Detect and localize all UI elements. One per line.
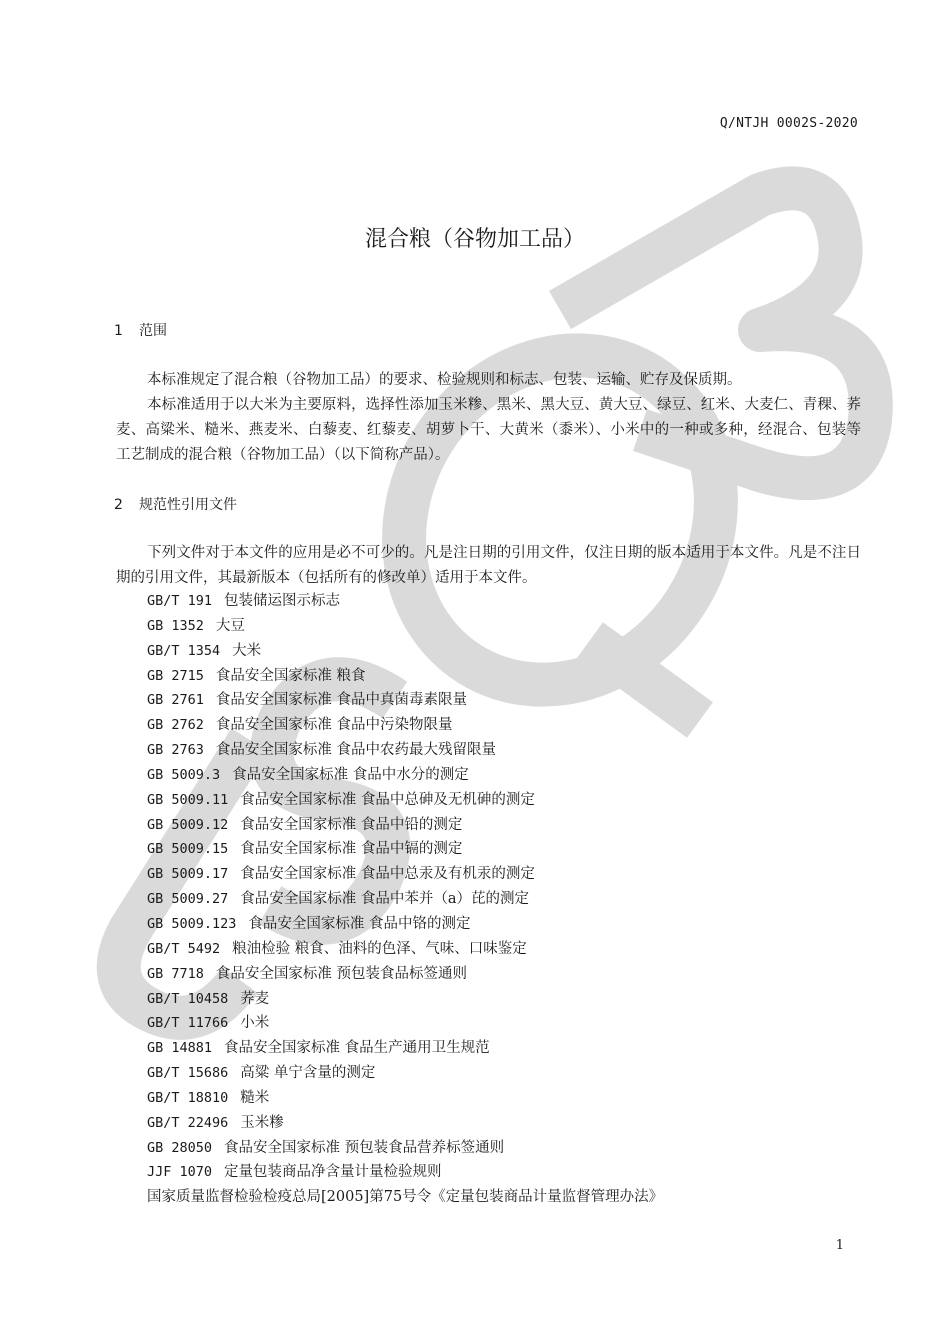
section-2-heading <box>114 494 237 514</box>
section-number: 1 <box>114 323 123 339</box>
reference-item: GB/T 18810 糙米 <box>147 1089 270 1106</box>
reference-item: GB 5009.3 食品安全国家标准 食品中水分的测定 <box>147 766 469 783</box>
scope-paragraph-2: 本标准适用于以大米为主要原料，选择性添加玉米糁、黑米、黑大豆、黄大豆、绿豆、红米、大麦仁、青稞、荞麦、高粱米、糙米、燕麦米、白藜麦、红藜麦、胡萝卜干、大黄米（黍米）、小米中的一种或多种，经混合、包装等工艺制成的混合粮（谷物加工品）（以下简称产品）。 <box>116 397 861 463</box>
reference-item: GB/T 11766 小米 <box>147 1015 270 1032</box>
reference-item: GB/T 5492 粮油检验 粮食、油料的色泽、气味、口味鉴定 <box>147 940 527 957</box>
reference-item: GB 5009.15 食品安全国家标准 食品中镉的测定 <box>147 841 463 858</box>
reference-item: GB/T 1354 大米 <box>147 642 262 659</box>
reference-item: GB/T 191 包装储运图示标志 <box>147 593 341 609</box>
reference-item: GB 5009.17 食品安全国家标准 食品中总汞及有机汞的测定 <box>147 866 535 883</box>
references-intro-paragraph: 下列文件对于本文件的应用是必不可少的。凡是注日期的引用文件，仅注日期的版本适用于本文件。凡是不注日期的引用文件，其最新版本（包括所有的修改单）适用于本文件。 <box>116 545 861 586</box>
reference-item: GB 5009.27 食品安全国家标准 食品中苯并（a）芘的测定 <box>147 891 530 908</box>
reference-item: GB 14881 食品安全国家标准 食品生产通用卫生规范 <box>147 1040 490 1057</box>
section-1-heading <box>114 320 167 340</box>
reference-item: GB/T 15686 高粱 单宁含量的测定 <box>147 1065 376 1082</box>
reference-item: GB 2715 食品安全国家标准 粮食 <box>147 667 366 684</box>
reference-item: GB 2762 食品安全国家标准 食品中污染物限量 <box>147 717 453 734</box>
reference-item: GB 28050 食品安全国家标准 预包装食品营养标签通则 <box>147 1139 505 1156</box>
reference-item: GB 5009.11 食品安全国家标准 食品中总砷及无机砷的测定 <box>147 791 535 808</box>
reference-list <box>147 589 663 1210</box>
reference-item: GB 5009.123 食品安全国家标准 食品中铬的测定 <box>147 915 471 932</box>
reference-item: GB/T 10458 荞麦 <box>147 990 270 1007</box>
section-title: 范围 <box>139 323 167 339</box>
standard-code: Q/NTJH 0002S-2020 <box>719 116 858 131</box>
reference-item: GB 7718 食品安全国家标准 预包装食品标签通则 <box>147 965 468 982</box>
document-title: 混合粮（谷物加工品） <box>364 227 585 252</box>
reference-item: GB 5009.12 食品安全国家标准 食品中铅的测定 <box>147 816 463 833</box>
reference-item: GB/T 22496 玉米糁 <box>147 1114 284 1131</box>
reference-item: GB 1352 大豆 <box>147 617 245 634</box>
scope-paragraph-1: 本标准规定了混合粮（谷物加工品）的要求、检验规则和标志、包装、运输、贮存及保质期。 <box>147 372 742 388</box>
page-number: 1 <box>835 1238 844 1253</box>
section-title: 规范性引用文件 <box>139 497 237 513</box>
reference-item: 国家质量监督检验检疫总局[2005]第75号令《定量包装商品计量监督管理办法》 <box>147 1189 664 1206</box>
reference-item: GB 2761 食品安全国家标准 食品中真菌毒素限量 <box>147 692 468 709</box>
section-number: 2 <box>114 497 123 513</box>
reference-item: GB 2763 食品安全国家标准 食品中农药最大残留限量 <box>147 742 497 759</box>
reference-item: JJF 1070 定量包装商品净含量计量检验规则 <box>147 1164 442 1181</box>
